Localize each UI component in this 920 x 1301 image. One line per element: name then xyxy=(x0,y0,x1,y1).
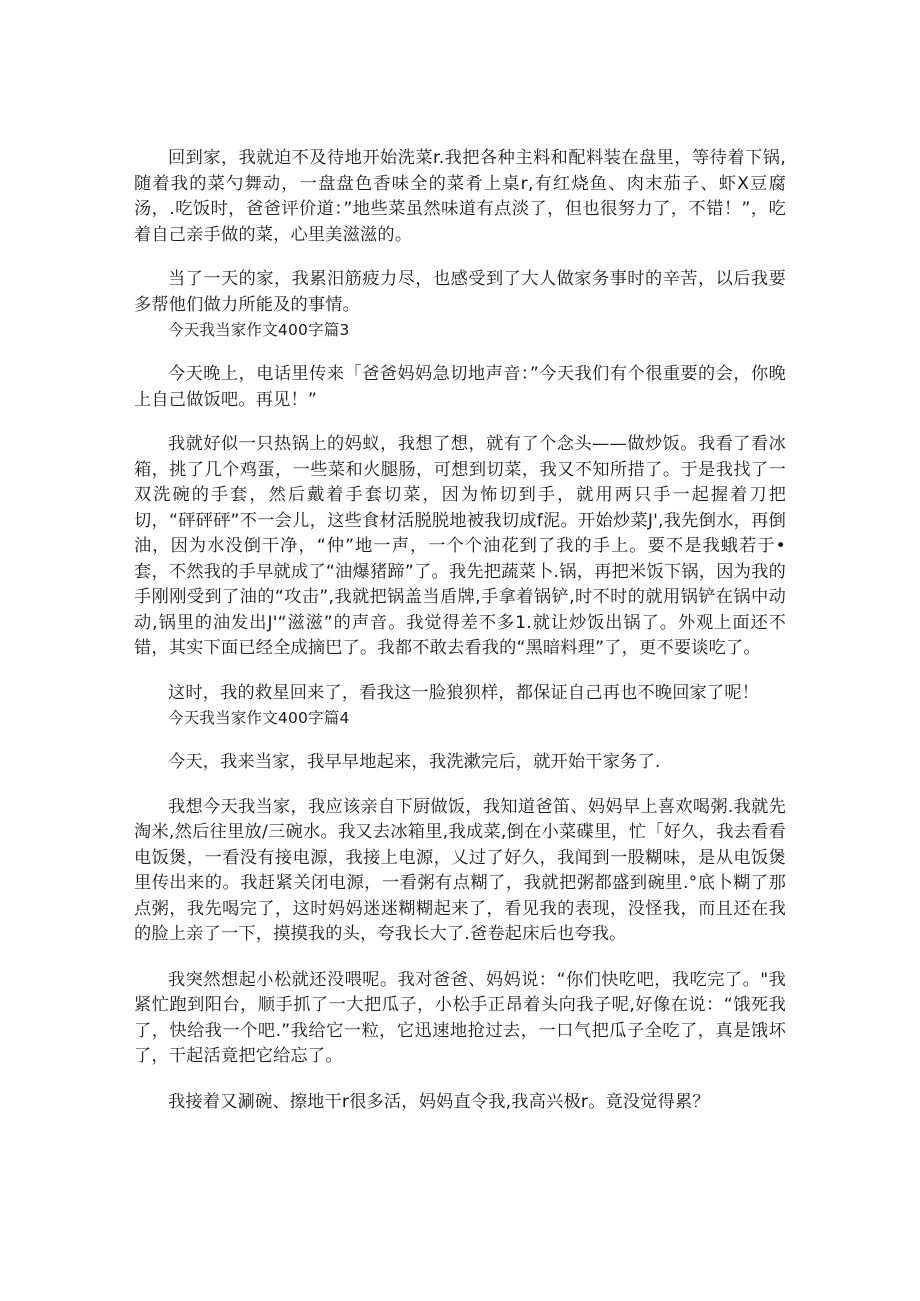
paragraph-tired-reflection: 当了一天的家，我累汨筋疲力尽，也感受到了大人做家务事时的辛苦，以后我要多帮他们做力所能及的事情。 xyxy=(134,269,786,315)
document-page xyxy=(134,146,786,1115)
paragraph-morning-start: 今天，我来当家，我早早地起来，我洗漱完后，就开始干家务了. xyxy=(168,752,661,772)
paragraph-cooking-dinner: 回到家，我就迫不及待地开始洗菜r.我把各种主料和配料装在盘里，等待着下锅,随着我的菜勺舞动，一盘盘色香味全的菜肴上桌r,有红烧鱼、肉末茄子、虾X豆腐汤，.吃饭时，爸爸评价道：”地些菜虽然味道有点淡了，但也很努力了，不错！”，吃着自己亲手做的菜，心里美滋滋的。 xyxy=(134,148,786,245)
paragraph-porridge: 我想今天我当家，我应该亲自下厨做饭，我知道爸笛、妈妈早上喜欢喝粥.我就先淘米,然后往里放/三碗水。我又去冰箱里,我成菜,倒在小菜碟里，忙「好久，我去看看电饭煲，一看没有接电源，我接上电源，乂过了好久，我闻到一股糊味，是从电饭煲里传出来的。我赶紧关闭电源，一看粥有点糊了，我就把粥都盛到碗里.°底卜糊了那点粥，我先喝完了，这时妈妈迷迷糊糊起来了，看见我的表现，没怪我，而且还在我的脸上亲了一下，摸摸我的头，夸我长大了.爸卷起床后也夸我。 xyxy=(134,796,786,944)
paragraph-phone-call: 今天晚上，电话里传来「爸爸妈妈急切地声音：”今天我们有个很重要的会，你晚上自己做饭吧。再见！” xyxy=(134,364,786,410)
paragraph-more-chores: 我接着又涮碗、擦地干r很多活，妈妈直令我,我高兴极r。竟没觉得累？ xyxy=(168,1091,710,1112)
paragraph-savior-returns: 这时，我的救星回来了，看我这一脸狼狈样，都保证自己再也不晚回家了呢！ xyxy=(168,682,760,703)
paragraph-fried-rice: 我就好似一只热锅上的妈蚁，我想了想，就有了个念头——做炒饭。我看了看冰箱，挑了几个鸡蛋，一些菜和火腿肠，可想到切菜，我又不知所措了。于是我找了一双洗碗的手套，然后戴着手套切菜，因为怖切到手，就用两只手一起握着刀把切，“砰砰砰”不一会儿，这些食材活脱脱地被我切成f泥。开始炒菜J',我先倒水，再倒油，因为水没倒干净，“仲”地一声，一个个油花到了我的手上。要不是我蛾若于•套，不然我的手早就成了“油爆猪蹄”了。我先把蔬菜卜.锅，再把米饭下锅，因为我的手刚刚受到了油的“攻击”,我就把锅盖当盾牌,手拿着锅铲,时不时的就用锅铲在锅中动动,锅里的油发出J'“滋滋”的声音。我觉得差不多1.就让炒饭出锅了。外观上面还不错，其实下面已经全成摘巴了。我都不敢去看我的“黑暗料理”了，更不要谈吃了。 xyxy=(134,434,786,658)
paragraph-feeding-squirrel: 我突然想起小松就还没喂呢。我对爸爸、妈妈说：“你们快吃吧，我吃完了。"我紧忙跑到阳台，顺手抓了一大把瓜子，小松手正昂着头向我子呢,好像在说：“饿死我了，快给我一个吧.”我给它一粒，它迅速地抢过去，一口气把瓜子全吃了，真是饿坏了，干起活竟把它给忘了。 xyxy=(134,969,786,1066)
section-heading-4: 今天我当家作文400字篇4 xyxy=(168,709,350,727)
section-heading-3: 今天我当家作文400字篇3 xyxy=(168,321,350,339)
